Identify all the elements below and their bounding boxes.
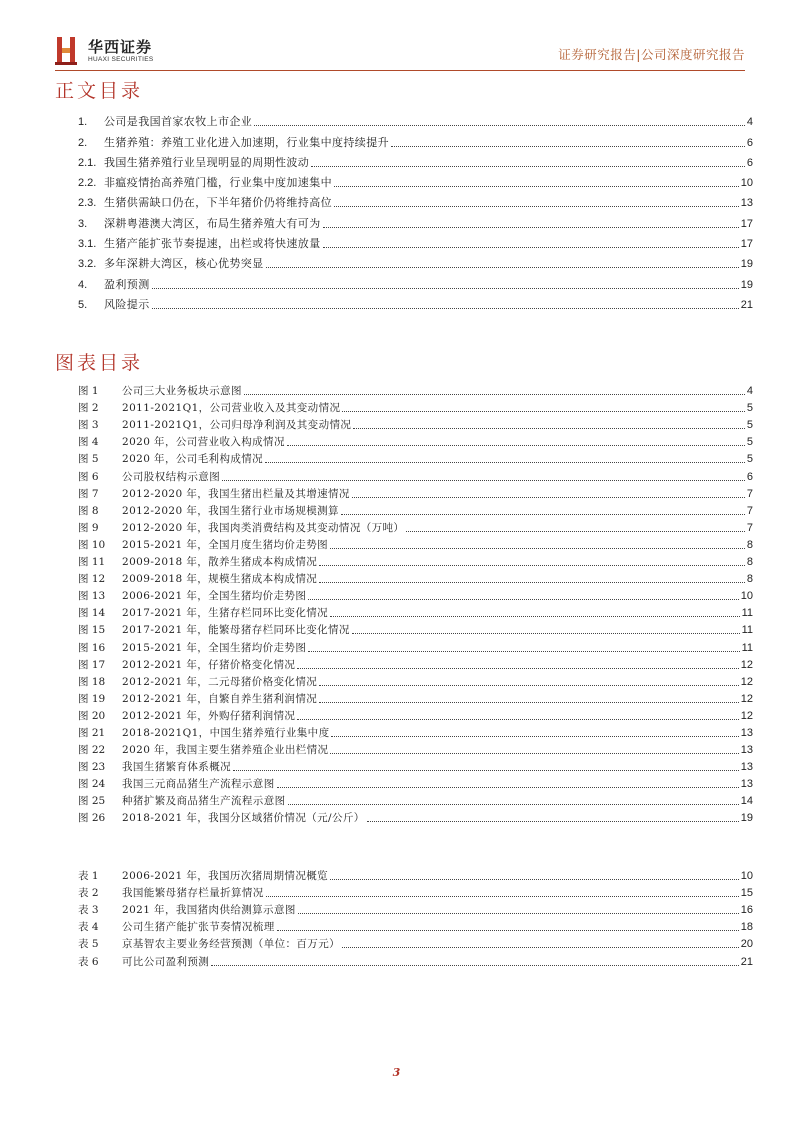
brand-name-en: HUAXI SECURITIES	[88, 56, 154, 63]
toc-entry-page: 13	[740, 197, 753, 210]
figure-entry-title: 2017-2021 年，能繁母猪存栏同环比变化情况	[122, 624, 350, 637]
dot-leader	[330, 878, 739, 880]
figure-entry-number: 图 9	[78, 521, 99, 534]
dot-leader	[298, 912, 739, 914]
figure-entry[interactable]	[78, 671, 753, 688]
figure-entry-title: 2011-2021Q1，公司归母净利润及其变动情况	[122, 419, 352, 432]
table-entry[interactable]	[78, 933, 753, 950]
figure-entry[interactable]	[78, 380, 753, 397]
page-number: 3	[392, 1066, 401, 1079]
table-entry-title: 公司生猪产能扩张节奏情况梳理	[122, 921, 275, 934]
table-entry-title: 可比公司盈利预测	[122, 955, 210, 968]
figure-entry-number: 图 4	[78, 436, 99, 449]
toc-entry[interactable]	[78, 270, 753, 290]
figure-entry[interactable]	[78, 602, 753, 619]
table-entry-title: 2021 年，我国猪肉供给测算示意图	[122, 904, 296, 917]
figure-entry-title: 2011-2021Q1，公司营业收入及其变动情况	[122, 402, 341, 415]
toc-entry-page: 21	[740, 298, 753, 311]
figure-entry-page: 7	[746, 521, 753, 534]
figure-entry-title: 2012-2020 年，我国肉类消费结构及其变动情况（万吨）	[122, 521, 405, 534]
figure-entry-number: 图 18	[78, 675, 106, 688]
dot-leader	[319, 564, 745, 566]
table-entry-number: 表 4	[78, 921, 99, 934]
dot-leader	[406, 530, 745, 532]
figure-entry-number: 图 3	[78, 419, 99, 432]
table-entry-number: 表 1	[78, 870, 99, 883]
toc-entry-page: 6	[746, 136, 753, 149]
toc-entry-page: 4	[746, 116, 753, 129]
dot-leader	[287, 444, 745, 446]
table-entry-page: 16	[740, 904, 753, 917]
toc-entry-title: 风险提示	[104, 297, 150, 311]
figure-entry-page: 7	[746, 504, 753, 517]
report-type: 证券研究报告|公司深度研究报告	[558, 47, 745, 62]
figure-entry-number: 图 20	[78, 709, 106, 722]
figure-entry-title: 2012-2021 年，二元母猪价格变化情况	[122, 675, 318, 688]
figure-entry-page: 5	[746, 453, 753, 466]
figure-entry[interactable]	[78, 654, 753, 671]
figure-entry-title: 2015-2021 年，全国生猪均价走势图	[122, 641, 307, 654]
figure-entry-number: 图 5	[78, 453, 99, 466]
toc-entry-title: 生猪供需缺口仍在，下半年猪价仍将维持高位	[104, 196, 332, 210]
figure-entry[interactable]	[78, 688, 753, 705]
dot-leader	[330, 547, 745, 549]
dot-leader	[211, 964, 739, 966]
toc-entry-number: 3.1.	[78, 238, 97, 251]
dot-leader	[341, 513, 745, 515]
dot-leader	[297, 667, 738, 669]
main-toc	[78, 108, 753, 311]
figure-entry-number: 图 7	[78, 487, 99, 500]
huaxi-logo-icon	[55, 36, 77, 66]
table-entry-page: 10	[740, 870, 753, 883]
toc-entry-number: 1.	[78, 116, 88, 129]
toc-entry-page: 17	[740, 217, 753, 230]
figure-entry-number: 图 19	[78, 692, 106, 705]
figure-entry-title: 种猪扩繁及商品猪生产流程示意图	[122, 795, 286, 808]
figure-entry-page: 5	[746, 402, 753, 415]
figure-entry-number: 图 17	[78, 658, 106, 671]
toc-entry-page: 6	[746, 156, 753, 169]
figure-entry-page: 12	[740, 709, 753, 722]
figure-entry[interactable]	[78, 756, 753, 773]
figure-entry-title: 2009-2018 年，规模生猪成本构成情况	[122, 573, 318, 586]
toc-entry-title: 非瘟疫情抬高养殖门槛，行业集中度加速集中	[104, 176, 332, 190]
toc-entry-title: 多年深耕大湾区，核心优势突显	[104, 257, 264, 271]
figure-entry-number: 图 1	[78, 385, 99, 398]
toc-entry-title: 我国生猪养殖行业呈现明显的周期性波动	[104, 155, 310, 169]
figure-entry-page: 6	[746, 470, 753, 483]
figure-entry[interactable]	[78, 431, 753, 448]
table-entry-number: 表 3	[78, 904, 99, 917]
figure-entry-number: 图 22	[78, 744, 106, 757]
figure-entry-title: 我国生猪繁育体系概况	[122, 761, 231, 774]
figure-entry-title: 2020 年，公司营业收入构成情况	[122, 436, 285, 449]
toc-entry[interactable]	[78, 189, 753, 209]
toc-entry[interactable]	[78, 149, 753, 169]
figure-entry-page: 5	[746, 436, 753, 449]
dot-leader	[353, 427, 745, 429]
table-toc	[78, 865, 753, 968]
header-divider	[55, 70, 745, 71]
figure-entry-page: 11	[741, 607, 753, 620]
toc-entry[interactable]	[78, 128, 753, 148]
dot-leader	[277, 929, 739, 931]
figure-entry-number: 图 8	[78, 504, 99, 517]
figure-entry-title: 2012-2021 年，自繁自养生猪利润情况	[122, 692, 318, 705]
figure-entry-page: 11	[741, 641, 753, 654]
toc-entry-number: 2.3.	[78, 197, 97, 210]
figure-entry-title: 2018-2021 年，我国分区域猪价情况（元/公斤）	[122, 812, 365, 825]
toc-entry-title: 生猪养殖：养殖工业化进入加速期，行业集中度持续提升	[104, 135, 389, 149]
toc-entry-number: 3.	[78, 217, 88, 230]
dot-leader	[334, 185, 739, 187]
page-header	[55, 36, 745, 70]
figure-entry-title: 2012-2020 年，我国生猪行业市场规模测算	[122, 504, 339, 517]
figure-entry-title: 2012-2020 年，我国生猪出栏量及其增速情况	[122, 487, 350, 500]
figure-entry-page: 13	[740, 726, 753, 739]
brand-name: 华西证券	[88, 38, 153, 56]
toc-entry-page: 10	[740, 177, 753, 190]
dot-leader	[342, 410, 744, 412]
figure-entry-title: 2020 年，公司毛利构成情况	[122, 453, 264, 466]
table-entry-number: 表 2	[78, 887, 99, 900]
dot-leader	[319, 684, 739, 686]
toc-entry-number: 2.2.	[78, 177, 97, 190]
dot-leader	[330, 752, 738, 754]
figure-entry-title: 2012-2021 年，仔猪价格变化情况	[122, 658, 296, 671]
figure-entry[interactable]	[78, 414, 753, 431]
figure-entry[interactable]	[78, 517, 753, 534]
dot-leader	[323, 246, 739, 248]
figure-entry-number: 图 15	[78, 624, 106, 637]
dot-leader	[266, 266, 739, 268]
dot-leader	[311, 165, 745, 167]
figure-entry-number: 图 11	[78, 556, 106, 569]
toc-entry[interactable]	[78, 108, 753, 128]
figure-entry-number: 图 2	[78, 402, 99, 415]
figure-entry-page: 7	[746, 487, 753, 500]
figure-entry-page: 10	[740, 590, 753, 603]
figure-entry-title: 2020 年，我国主要生猪养殖企业出栏情况	[122, 744, 329, 757]
figure-entry-title: 2012-2021 年，外购仔猪利润情况	[122, 709, 296, 722]
figure-entry-number: 图 6	[78, 470, 99, 483]
figure-entry-number: 图 16	[78, 641, 106, 654]
figure-entry[interactable]	[78, 619, 753, 636]
figure-entry-number: 图 24	[78, 778, 106, 791]
figure-entry[interactable]	[78, 483, 753, 500]
table-entry-page: 15	[740, 887, 753, 900]
figure-entry-title: 2017-2021 年，生猪存栏同环比变化情况	[122, 607, 329, 620]
toc-entry[interactable]	[78, 169, 753, 189]
figure-entry-number: 图 10	[78, 538, 106, 551]
toc-entry-number: 5.	[78, 298, 88, 311]
figure-entry[interactable]	[78, 397, 753, 414]
figure-entry[interactable]	[78, 790, 753, 807]
toc-entry-title: 盈利预测	[104, 277, 150, 291]
figure-entry-page: 12	[740, 675, 753, 688]
dot-leader	[254, 124, 745, 126]
dot-leader	[244, 393, 745, 395]
toc-entry-page: 19	[740, 258, 753, 271]
dot-leader	[352, 496, 745, 498]
toc-entry[interactable]	[78, 250, 753, 270]
dot-leader	[319, 701, 739, 703]
dot-leader	[152, 307, 739, 309]
toc-entry-number: 2.1.	[78, 156, 97, 169]
figure-entry[interactable]	[78, 465, 753, 482]
toc-entry-page: 19	[740, 278, 753, 291]
dot-leader	[277, 786, 739, 788]
figure-entry[interactable]	[78, 551, 753, 568]
table-entry[interactable]	[78, 882, 753, 899]
figure-entry[interactable]	[78, 722, 753, 739]
figure-entry[interactable]	[78, 568, 753, 585]
dot-leader	[391, 145, 745, 147]
dot-leader	[266, 895, 739, 897]
table-entry-page: 20	[740, 938, 753, 951]
dot-leader	[323, 226, 739, 228]
figure-entry-number: 图 13	[78, 590, 106, 603]
figure-entry-title: 公司三大业务板块示意图	[122, 385, 242, 398]
dot-leader	[265, 461, 745, 463]
figure-entry[interactable]	[78, 500, 753, 517]
dot-leader	[222, 479, 745, 481]
figure-entry-page: 11	[741, 624, 753, 637]
table-entry[interactable]	[78, 899, 753, 916]
table-entry-number: 表 6	[78, 955, 99, 968]
figure-entry-number: 图 14	[78, 607, 106, 620]
dot-leader	[308, 598, 739, 600]
figure-entry-number: 图 25	[78, 795, 106, 808]
table-entry-title: 我国能繁母猪存栏量折算情况	[122, 887, 264, 900]
dot-leader	[342, 946, 739, 948]
dot-leader	[288, 803, 739, 805]
figure-entry-page: 8	[746, 573, 753, 586]
toc-entry[interactable]	[78, 209, 753, 229]
figure-entry[interactable]	[78, 773, 753, 790]
table-entry-page: 18	[740, 921, 753, 934]
figure-entry-title: 2018-2021Q1，中国生猪养殖行业集中度	[122, 726, 330, 739]
dot-leader	[297, 718, 738, 720]
figure-entry-page: 12	[740, 692, 753, 705]
figure-entry-title: 公司股权结构示意图	[122, 470, 221, 483]
toc-entry[interactable]	[78, 230, 753, 250]
figure-entry[interactable]	[78, 448, 753, 465]
table-entry-number: 表 5	[78, 938, 99, 951]
figure-entry-page: 5	[746, 419, 753, 432]
figure-entry-page: 13	[740, 778, 753, 791]
table-entry[interactable]	[78, 950, 753, 967]
figure-toc	[78, 380, 753, 824]
figure-entry-number: 图 12	[78, 573, 106, 586]
table-entry-page: 21	[740, 955, 753, 968]
figure-entry-title: 我国三元商品猪生产流程示意图	[122, 778, 275, 791]
figure-entry-page: 8	[746, 538, 753, 551]
figure-entry[interactable]	[78, 739, 753, 756]
dot-leader	[367, 820, 739, 822]
dot-leader	[352, 632, 740, 634]
figure-toc-heading: 图表目录	[55, 352, 144, 374]
dot-leader	[330, 615, 740, 617]
toc-entry-number: 4.	[78, 278, 88, 291]
figure-entry[interactable]	[78, 534, 753, 551]
dot-leader	[308, 650, 739, 652]
figure-entry-title: 2015-2021 年，全国月度生猪均价走势图	[122, 538, 329, 551]
toc-entry-number: 2.	[78, 136, 88, 149]
figure-entry-page: 8	[746, 556, 753, 569]
dot-leader	[334, 205, 739, 207]
toc-entry-page: 17	[740, 238, 753, 251]
figure-entry-page: 4	[746, 385, 753, 398]
dot-leader	[331, 735, 738, 737]
toc-entry-title: 深耕粤港澳大湾区，布局生猪养殖大有可为	[104, 216, 321, 230]
figure-entry-number: 图 21	[78, 726, 106, 739]
table-entry[interactable]	[78, 865, 753, 882]
figure-entry-page: 14	[740, 795, 753, 808]
figure-entry-page: 19	[740, 812, 753, 825]
figure-entry[interactable]	[78, 807, 753, 824]
figure-entry[interactable]	[78, 705, 753, 722]
figure-entry[interactable]	[78, 636, 753, 653]
table-entry-title: 京基智农主要业务经营预测（单位：百万元）	[122, 938, 340, 951]
figure-entry-page: 13	[740, 761, 753, 774]
toc-entry-title: 公司是我国首家农牧上市企业	[104, 115, 253, 129]
dot-leader	[319, 581, 745, 583]
figure-entry-number: 图 23	[78, 761, 106, 774]
figure-entry-number: 图 26	[78, 812, 106, 825]
toc-entry-number: 3.2.	[78, 258, 97, 271]
figure-entry[interactable]	[78, 585, 753, 602]
figure-entry-title: 2009-2018 年，散养生猪成本构成情况	[122, 556, 318, 569]
table-entry[interactable]	[78, 916, 753, 933]
toc-entry-title: 生猪产能扩张节奏提速，出栏或将快速放量	[104, 237, 321, 251]
table-entry-title: 2006-2021 年，我国历次猪周期情况概览	[122, 870, 329, 883]
toc-entry[interactable]	[78, 291, 753, 311]
dot-leader	[152, 287, 739, 289]
figure-entry-page: 13	[740, 744, 753, 757]
figure-entry-page: 12	[740, 658, 753, 671]
main-toc-heading: 正文目录	[55, 80, 144, 102]
dot-leader	[233, 769, 739, 771]
figure-entry-title: 2006-2021 年，全国生猪均价走势图	[122, 590, 307, 603]
